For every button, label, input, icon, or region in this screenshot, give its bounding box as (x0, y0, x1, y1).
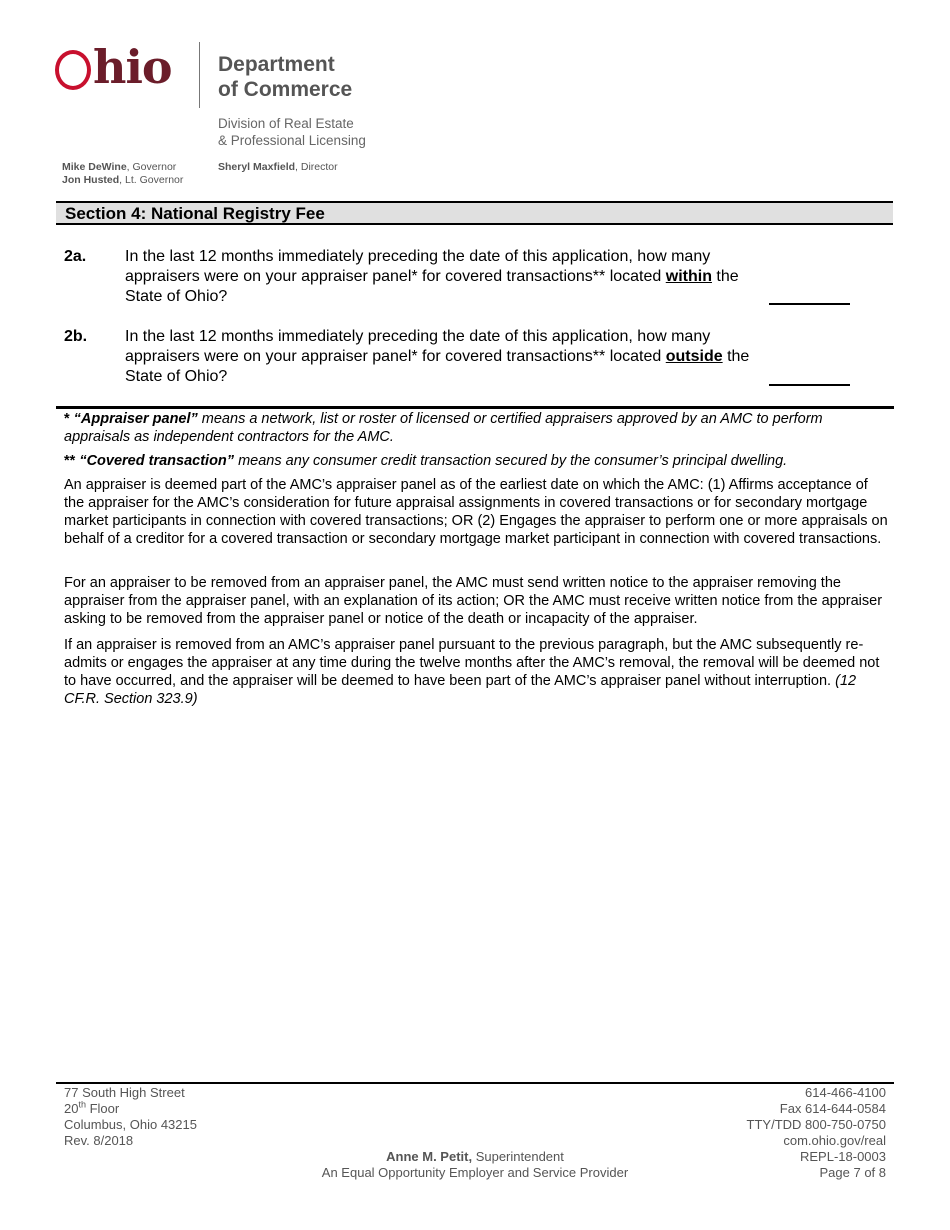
footer-address-street: 77 South High Street (64, 1085, 185, 1100)
definitions-rule (56, 406, 894, 409)
footer-address-floor: 20th Floor (64, 1099, 120, 1116)
footer-rule (56, 1082, 894, 1084)
question-2a-text: In the last 12 months immediately preceding the date of this application, how many appraisers were on your appraiser panel* for covered transactions** located within the State of Ohio? (125, 248, 739, 305)
section-title: Section 4: National Registry Fee (65, 204, 325, 223)
footer-website-link[interactable]: com.ohio.gov/real (783, 1133, 886, 1148)
governor-line: Mike DeWine, Governor (62, 161, 177, 173)
footer-tty: TTY/TDD 800-750-0750 (746, 1117, 886, 1132)
footer-superintendent: Anne M. Petit, Superintendent (386, 1149, 564, 1164)
lt-governor-line: Jon Husted, Lt. Governor (62, 174, 184, 186)
footer-address-city: Columbus, Ohio 43215 (64, 1117, 197, 1132)
question-2a-number: 2a. (64, 248, 87, 265)
division-name-line2: & Professional Licensing (218, 133, 366, 148)
header-divider (199, 42, 200, 108)
question-2b-text: In the last 12 months immediately preceding the date of this application, how many appraisers were on your appraiser panel* for covered transactions** located outside the State of Ohio? (125, 328, 750, 385)
paragraph-panel-removal: For an appraiser to be removed from an appraiser panel, the AMC must send written notice to the appraiser removing the appraiser from the appraiser panel, with an explanation of its action; OR the AMC must receive written notice from the appraiser asking to be removed from the appraiser panel or notice of the death or incapacity of the appraiser. (64, 575, 883, 627)
paragraph-panel-membership: An appraiser is deemed part of the AMC’s appraiser panel as of the earliest date on which the AMC: (1) Affirms acceptance of the appraiser for the AMC’s consideration for future appraisal assignments in covered transactions or for secondary mortgage market participants in connection with covered transactions; OR (2) Engages the appraiser to perform one or more appraisals on behalf of a creditor for a covered transaction or secondary mortgage market participant in connection with covered transactions. (64, 477, 888, 547)
division-name-line1: Division of Real Estate (218, 116, 354, 131)
department-name-line1: Department (218, 53, 335, 76)
footer-contact (747, 1085, 886, 1181)
footer-phone: 614-466-4100 (805, 1085, 886, 1100)
footer-center (250, 1149, 700, 1181)
footer-form-number: REPL-18-0003 (800, 1149, 886, 1164)
footer-address (64, 1085, 197, 1149)
ohio-logo-wordmark: hio (93, 40, 172, 94)
footer-revision: Rev. 8/2018 (64, 1133, 134, 1148)
footer-fax: Fax 614-644-0584 (779, 1101, 886, 1116)
ohio-logo-o-ring (55, 50, 91, 90)
definition-covered-transaction: ** “Covered transaction” means any consumer credit transaction secured by the consumer’s principal dwelling. (64, 453, 788, 469)
footer-equal-opportunity: An Equal Opportunity Employer and Service Provider (321, 1165, 629, 1180)
department-name-line2: of Commerce (218, 78, 353, 101)
footer-page-number: Page 7 of 8 (819, 1165, 886, 1180)
director-line: Sheryl Maxfield, Director (218, 161, 338, 173)
question-2b-number: 2b. (64, 328, 88, 345)
question-2a-answer-field[interactable] (769, 303, 850, 305)
definition-appraiser-panel: * “Appraiser panel” means a network, list or roster of licensed or certified appraisers approved by an AMC to perform appraisals as independent contractors for the AMC. (64, 411, 823, 445)
paragraph-readmission: If an appraiser is removed from an AMC’s appraiser panel pursuant to the previous paragraph, but the AMC subsequently re-admits or engages the appraiser at any time during the twelve months after the AMC’s removal, the removal will be deemed not to have occurred, and the appraiser will be deemed to have been part of the AMC’s appraiser panel without interruption. (12 CF.R. Section 323.9) (64, 637, 880, 707)
question-2b-answer-field[interactable] (769, 384, 850, 386)
